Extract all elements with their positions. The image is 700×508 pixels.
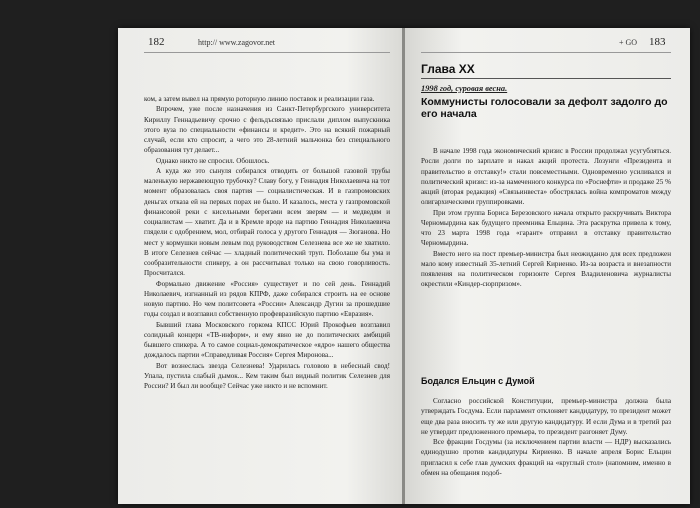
chapter-headline: Коммунисты голосовали за дефолт задолго до его начала bbox=[421, 96, 668, 120]
section-title: Бодался Ельцин с Думой bbox=[421, 376, 535, 386]
paragraph: Вот вознеслась звезда Селезнева! Ударилась головою в небесный свод! Упала, пустила слабый дымок... Кем таким был видный политик Селезнев для России? И был ли вообще? Сейчас уже никто и не вспомнит. bbox=[144, 361, 390, 390]
paragraph: Однако никто не спросил. Обошлось. bbox=[156, 156, 270, 165]
right-page-number: 183 bbox=[649, 36, 666, 48]
paragraph: Бывший глава Московского горкома КПСС Юрий Прокофьев возглавил солидный концерн «ТВ-информ», и ему явно не до политических амбиций бывшего спикера. А то самое социал-демократическое «ядро» нашего общества дождалось партии «Справедливая Россия» Сергея Миронова... bbox=[144, 320, 390, 360]
paragraph: ком, а затем вывел на прямую роторную линию поставок и реализации газа. bbox=[144, 95, 375, 103]
open-book bbox=[118, 28, 690, 504]
paragraph: Формально движение «Россия» существует и по сей день. Геннадий Николаевич, изгнанный из рядов КПРФ, даже собирался строить на ее основе новую партию. Но чем политсовета «России» Александр Дугин за прошедшие годы создал и возглавил собственную профевразийскую партию «Евразия». bbox=[144, 279, 390, 319]
left-page-number: 182 bbox=[148, 36, 165, 48]
left-header-rule bbox=[144, 52, 390, 53]
right-running-header: + GO bbox=[619, 38, 638, 47]
chapter-title: Глава XX bbox=[421, 62, 475, 76]
right-body-text-top bbox=[421, 146, 671, 290]
chapter-subtitle: 1998 год, суровая весна. bbox=[421, 84, 508, 93]
right-page bbox=[405, 28, 690, 504]
right-header-rule bbox=[421, 52, 671, 53]
paragraph: В начале 1998 года экономический кризис в России продолжал усугубляться. Росли долги по зарплате и накал акций протеста. Лозунги «Президента и правительство в отставку!» стали повсеместными. Одновременно усиливался и политический кризис: из-за намеченного конкурса по «Роснефти» и продаже 25 % акций (вторая редакция) «Связьинвеста» обострялась война компроматов между олигархическими группировками. bbox=[421, 147, 671, 207]
chapter-rule bbox=[421, 78, 671, 79]
paragraph: Все фракции Госдумы (за исключением партии власти — НДР) высказались единодушно против кандидатуры Кириенко. В начале апреля Борис Ельцин пригласил к себе глав думских фракций на «круглый стол» (напомним, именно в обмен на обещания подоб- bbox=[421, 438, 671, 477]
right-body-text-bottom bbox=[421, 396, 671, 478]
paragraph: Впрочем, уже после назначения из Санкт-Петербургского университета Кириллу Геннадьевичу срочно с фельдъсвязью прислали диплом выпускника этого вуза по специальности «финансы и кредит». Это на всякий пожарный случай, если кто спросит, а чего это 28-летний мальчонка без специального образования тут делает... bbox=[144, 105, 390, 155]
left-page bbox=[118, 28, 403, 504]
paragraph: При этом группа Бориса Березовского начала открыто раскручивать Виктора Черномырдина как будущего преемника Ельцина. Эта раскрутка привела к тому, что 23 марта 1998 года «гарант» отправил в отставку правительство Черномырдина. bbox=[421, 208, 671, 248]
left-body-text bbox=[144, 94, 390, 391]
left-running-header: http:// www.zagovor.net bbox=[198, 38, 276, 47]
paragraph: Согласно российской Конституции, премьер-министра должна была утверждать Госдума. Если парламент отклоняет кандидатуру, то президент может еще два раза вносить ту же или другую кандидатуру. И если Дума и в третий раз не утвердит предложенного премьера, то президент разгоняет Думу. bbox=[421, 397, 671, 436]
paragraph: А куда же это сынуля собирался отводить от большой газовой трубы маленькую нержавеющую трубочку? Славу богу, у Геннадия Николаевича на тот момент образовалась своя партия — социалистическая. И в газпромовских деньгах отказа ей на первых порах не было. И казалось, места у газпромовской финансовой реки с кисельными берегами всем зверям — и медведям и социалистам — хватит. Да и в Кремле вроде на партию Геннадия Николаевича глядели с одобрением, мол, отбирай голоса у другого Геннадия — Зюганова. Но мест у кормушки новым левым под руководством Селезнева все же не хватило. В итоге Селезнев сейчас — хладный политический труп. Поболаше бы ума и сообразительности спикеру, а он рассчитывал только на свою говорливость. Просчитался. bbox=[144, 166, 390, 278]
paragraph: Вместо него на пост премьер-министра был неожиданно для всех предложен мало кому известный 35-летний Сергей Кириенко. Из-за возраста и внезапности появления на политическом горизонте Сергея Владиленовича журналисты окрестили «Киндер-сюрпризом». bbox=[421, 249, 671, 289]
